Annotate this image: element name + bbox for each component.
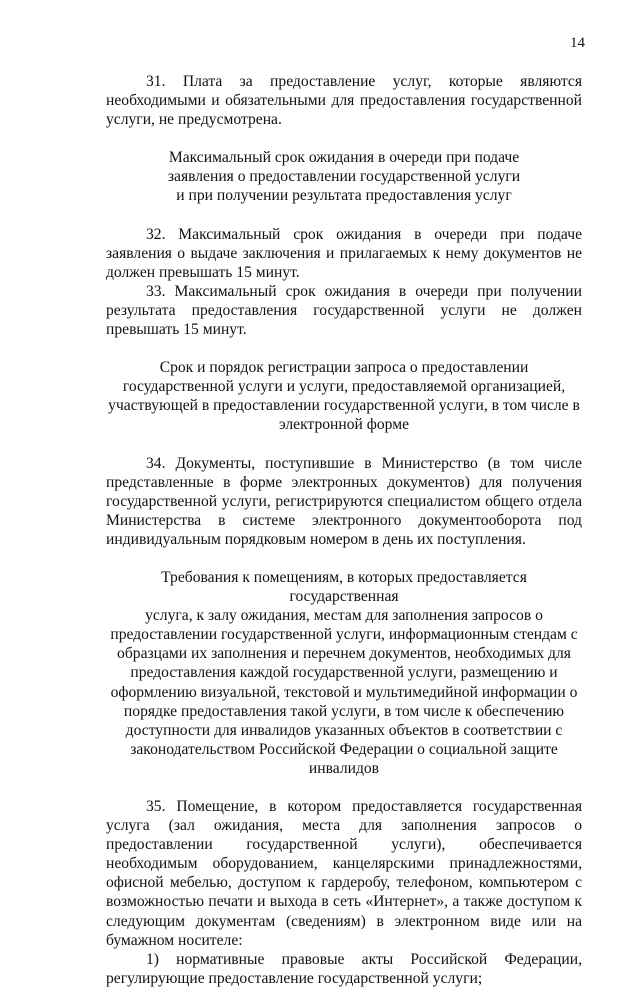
page-number: 14 xyxy=(570,35,585,51)
paragraph-34: 34. Документы, поступившие в Министерство (в том числе представленные в форме электронных документов) для получения государственной услуги, регистрируются специалистом общего отдела Министерства в системе электронного документооборота под индивидуальным порядковым номером в день их поступления. xyxy=(106,454,582,548)
section-heading-queue-time: Максимальный срок ожидания в очереди при подаче заявления о предоставлении государственной услуги и при получении результата предоставления услуг xyxy=(167,149,521,205)
paragraph-35: 35. Помещение, в котором предоставляется государственная услуга (зал ожидания, места для заполнения запросов о предоставлении государственной услуги), обеспечивается необходимым оборудованием, канцелярскими принадлежностями, офисной мебелью, доступом к гардеробу, телефоном, компьютером с возможностью печати и выхода в сеть «Интернет», а также доступом к следующим документам (сведениям) в электронном виде или на бумажном носителе: xyxy=(106,798,582,949)
paragraph-31: 31. Плата за предоставление услуг, которые являются необходимыми и обязательными для предоставления государственной услуги, не предусмотрена. xyxy=(106,73,582,129)
section-heading-registration: Срок и порядок регистрации запроса о предоставлении государственной услуги и услуги, предоставляемой организацией, участвующей в предоставлении государственной услуги, в том числе в электронной форме xyxy=(108,359,580,434)
document-body xyxy=(106,72,582,988)
section-heading-premises-requirements: Требования к помещениям, в которых предоставляется государственная услуга, к залу ожидания, местам для заполнения запросов о предоставлении государственной услуги, информационным стендам с образцами их заполнения и перечнем документов, необходимых для предоставления каждой государственной услуги, размещению и оформлению визуальной, текстовой и мультимедийной информации о порядке предоставления такой услуги, в том числе к обеспечению доступности для инвалидов указанных объектов в соответствии с законодательством Российской Федерации о социальной защите инвалидов xyxy=(110,568,578,777)
paragraph-32: 32. Максимальный срок ожидания в очереди при подаче заявления о выдаче заключения и прилагаемых к нему документов не должен превышать 15 минут. xyxy=(106,225,582,281)
list-item-1: 1) нормативные правовые акты Российской Федерации, регулирующие предоставление государственной услуги; xyxy=(106,950,582,987)
paragraph-33: 33. Максимальный срок ожидания в очереди при получении результата предоставления государственной услуги не должен превышать 15 минут. xyxy=(106,282,582,339)
